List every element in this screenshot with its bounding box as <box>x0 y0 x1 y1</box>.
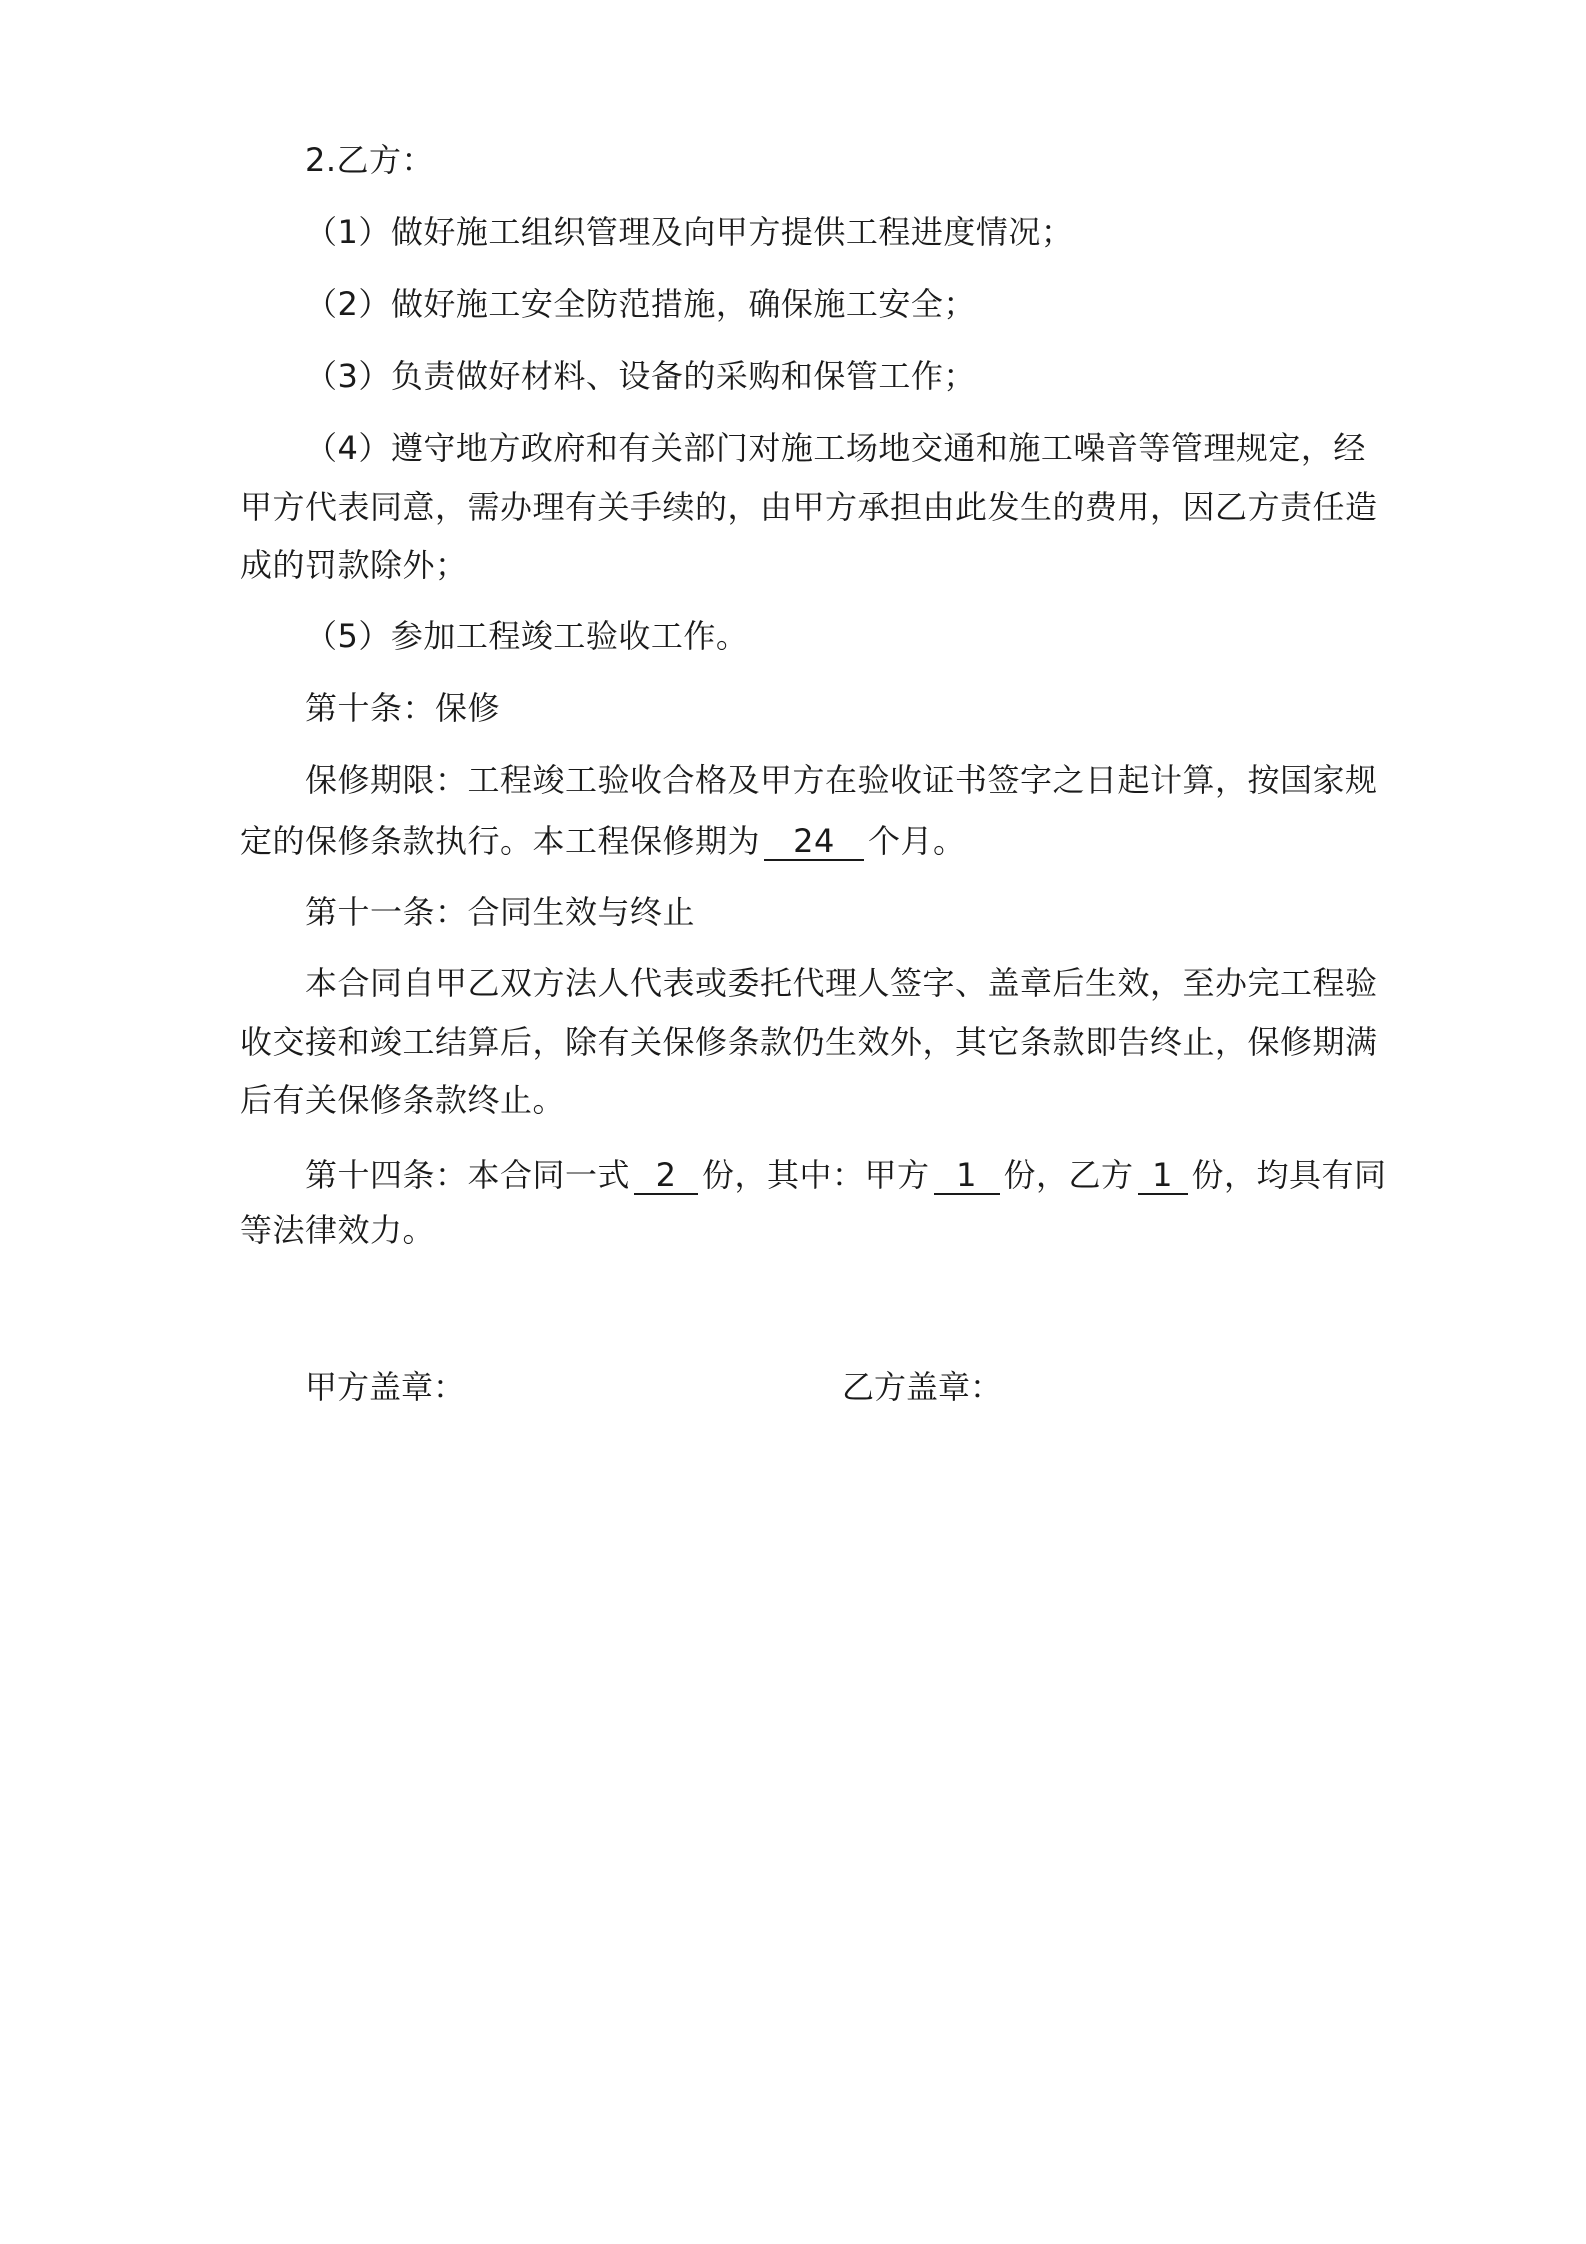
copies-party-a-blank: 1 <box>934 1157 1000 1195</box>
warranty-months-blank: 24 <box>764 823 864 861</box>
article-14-mid-2: 份，乙方 <box>1003 1156 1134 1194</box>
party-b-item-4-line-1: （4）遵守地方政府和有关部门对施工场地交通和施工噪音等管理规定，经 <box>305 429 1366 467</box>
article-14-line-1 <box>305 1155 1387 1195</box>
copies-party-b-blank: 1 <box>1138 1157 1188 1195</box>
article-10-heading: 第十条：保修 <box>305 689 501 727</box>
party-b-item-3: （3）负责做好材料、设备的采购和保管工作； <box>305 357 976 395</box>
article-14-line-2: 等法律效力。 <box>240 1211 436 1249</box>
article-14-mid-1: 份，其中：甲方 <box>702 1156 930 1194</box>
article-11-heading: 第十一条：合同生效与终止 <box>305 893 696 931</box>
party-a-seal-label: 甲方盖章： <box>305 1368 466 1406</box>
party-b-seal-label: 乙方盖章： <box>842 1368 1003 1406</box>
party-b-item-5: （5）参加工程竣工验收工作。 <box>305 617 749 655</box>
article-11-line-1: 本合同自甲乙双方法人代表或委托代理人签字、盖章后生效，至办完工程验 <box>305 964 1378 1002</box>
article-10-line-2-before: 定的保修条款执行。本工程保修期为 <box>240 822 761 860</box>
article-10-line-2-after: 个月。 <box>868 822 966 860</box>
party-b-item-4-line-2: 甲方代表同意，需办理有关手续的，由甲方承担由此发生的费用，因乙方责任造 <box>240 488 1378 526</box>
party-b-item-1: （1）做好施工组织管理及向甲方提供工程进度情况； <box>305 213 1074 251</box>
article-10-line-2 <box>240 821 1360 861</box>
party-b-item-4-line-3: 成的罚款除外； <box>240 546 468 584</box>
article-11-line-2: 收交接和竣工结算后，除有关保修条款仍生效外，其它条款即告终止，保修期满 <box>240 1023 1378 1061</box>
party-b-heading: 2.乙方： <box>305 141 435 179</box>
article-11-line-3: 后有关保修条款终止。 <box>240 1081 566 1119</box>
article-14-prefix: 第十四条：本合同一式 <box>305 1156 631 1194</box>
article-14-suffix: 份，均具有同 <box>1191 1156 1387 1194</box>
copies-total-blank: 2 <box>634 1157 698 1195</box>
party-b-item-2: （2）做好施工安全防范措施，确保施工安全； <box>305 285 976 323</box>
article-10-line-1: 保修期限：工程竣工验收合格及甲方在验收证书签字之日起计算，按国家规 <box>305 761 1378 799</box>
